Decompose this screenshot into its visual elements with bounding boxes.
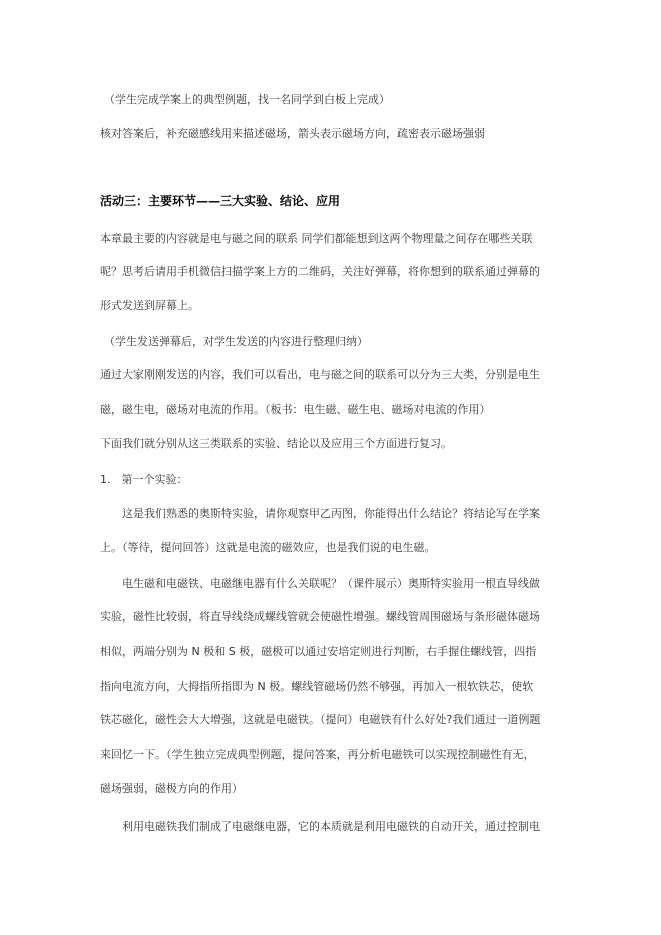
paragraph-line: 形式发送到屏幕上。 xyxy=(100,299,199,312)
paragraph-line: 下面我们就分别从这三类联系的实验、结论以及应用三个方面进行复习。 xyxy=(100,437,452,450)
paragraph-line: 呢？思考后请用手机微信扫描学案上方的二维码，关注好弹幕，将你想到的联系通过弹幕的 xyxy=(100,265,540,278)
paragraph-line: 电生磁和电磁铁、电磁继电器有什么关联呢？（课件展示）奥斯特实验用一根直导线做 xyxy=(122,577,540,590)
paragraph-line: 相似，两端分别为 N 极和 S 极，磁极可以通过安培定则进行判断，右手握住螺线管，四指 xyxy=(100,645,537,658)
paragraph-line: 上。（等待，提问回答）这就是电流的磁效应，也是我们说的电生磁。 xyxy=(100,541,436,554)
paragraph-line: 核对答案后，补充磁感线用来描述磁场，箭头表示磁场方向，疏密表示磁场强弱 xyxy=(100,127,485,140)
paragraph-line: 利用电磁铁我们制成了电磁继电器，它的本质就是利用电磁铁的自动开关，通过控制电 xyxy=(122,820,540,833)
paragraph-line: 通过大家刚刚发送的内容，我们可以看出，电与磁之间的联系可以分为三大类，分别是电生 xyxy=(100,368,540,381)
paragraph-line: 铁芯磁化，磁性会大大增强，这就是电磁铁。（提问）电磁铁有什么好处?我们通过一道例题 xyxy=(100,713,541,726)
paragraph-line: 指向电流方向，大拇指所指即为 N 极。螺线管磁场仍然不够强，再加入一根软铁芯，使软 xyxy=(100,680,534,693)
paragraph-line: 磁，磁生电，磁场对电流的作用。（板书：电生磁、磁生电、磁场对电流的作用） xyxy=(100,403,491,416)
numbered-item: 1. 第一个实验： xyxy=(100,473,188,486)
paragraph-line: （学生发送弹幕后，对学生发送的内容进行整理归纳） xyxy=(104,335,368,348)
paragraph-line: 这是我们熟悉的奥斯特实验，请你观察甲乙丙图，你能得出什么结论？将结论写在学案 xyxy=(122,507,540,520)
paragraph-line: 实验，磁性比较弱，将直导线绕成螺线管就会使磁性增强。螺线管周围磁场与条形磁体磁场 xyxy=(100,610,540,623)
section-heading: 活动三：主要环节——三大实验、结论、应用 xyxy=(100,194,341,208)
paragraph-line: （学生完成学案上的典型例题，找一名同学到白板上完成） xyxy=(104,93,390,106)
paragraph-line: 来回忆一下。（学生独立完成典型例题，提问答案，再分析电磁铁可以实现控制磁性有无， xyxy=(100,748,535,761)
paragraph-line: 本章最主要的内容就是电与磁之间的联系 同学们都能想到这两个物理量之间存在哪些关联 xyxy=(100,232,533,245)
paragraph-line: 磁场强弱，磁极方向的作用） xyxy=(100,782,243,795)
